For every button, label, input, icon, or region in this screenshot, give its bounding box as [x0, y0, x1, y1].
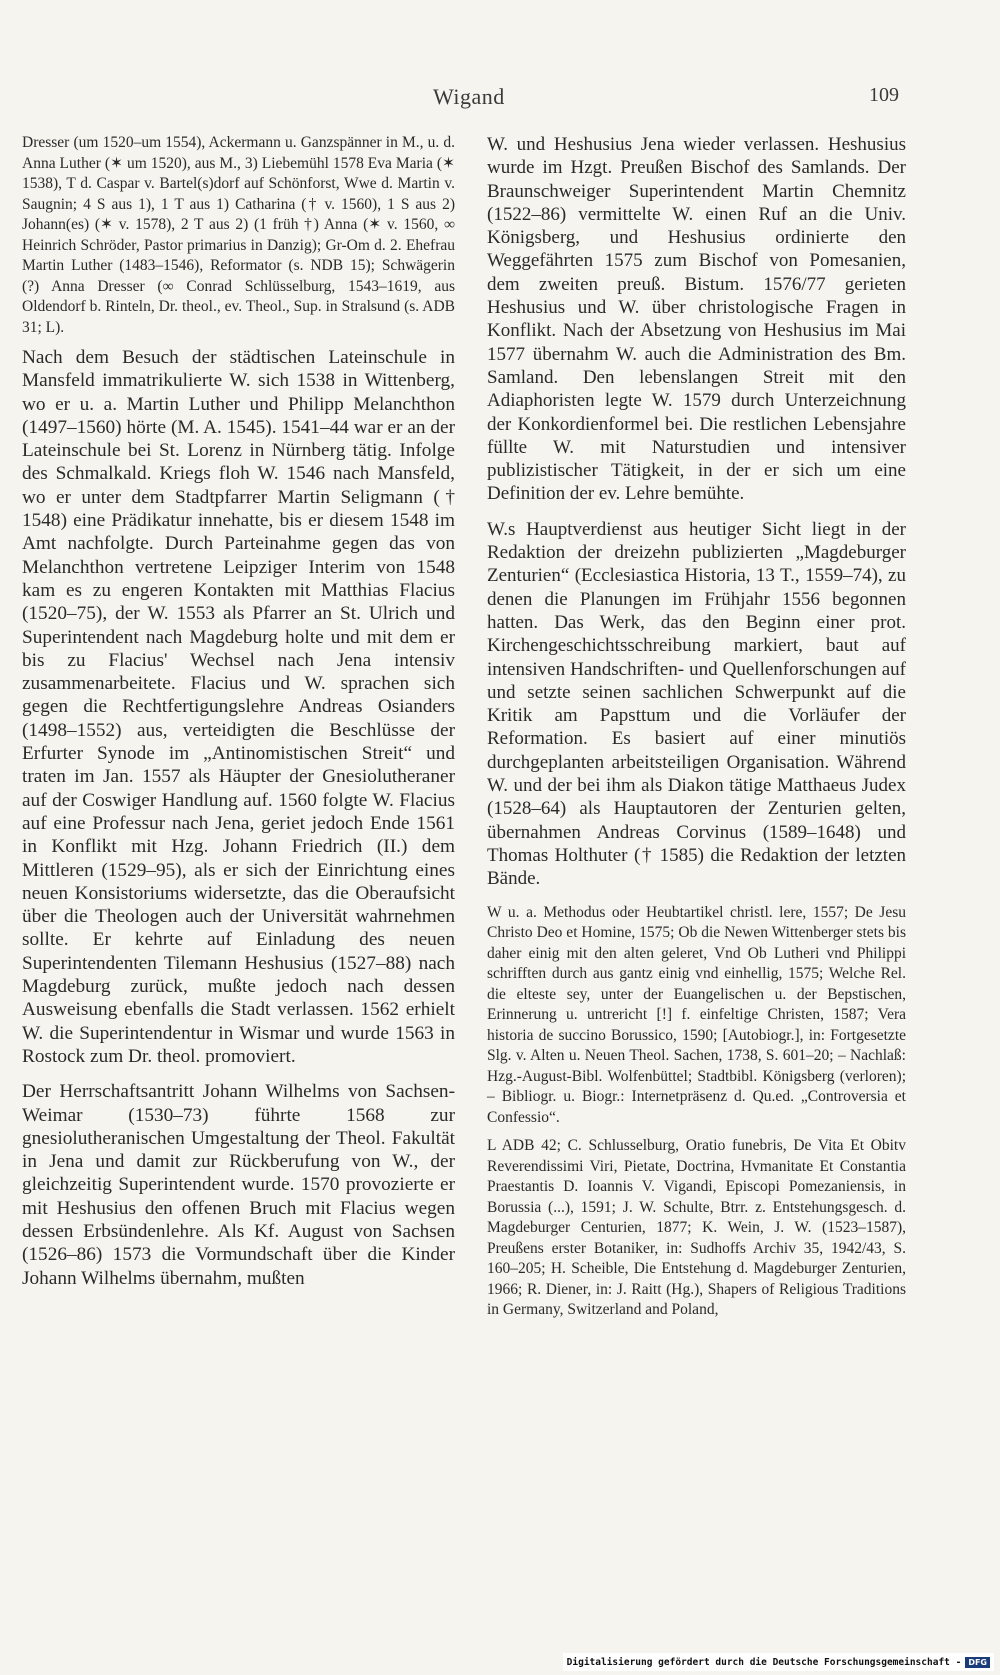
- left-column: [22, 133, 455, 1302]
- right-column: [487, 133, 906, 1329]
- body-paragraph: W. und Heshusius Jena wieder verlassen. Heshusius wurde im Hzgt. Preußen Bischof des Samlands. Der Braunschweiger Superintendent Martin Chemnitz (1522–86) vermittelte W. einen Ruf an die Univ. Königsberg, und Heshusius ordinierte den Weggefährten 1575 zum Bischof von Pomesanien, dem zweiten preuß. Bistum. 1576/77 gerieten Heshusius und W. über christologische Fragen in Konflikt. Nach der Absetzung von Heshusius im Mai 1577 übernahm W. auch die Administration des Bm. Samland. Den lebenslangen Streit mit den Adiaphoristen legte W. 1579 durch Unterzeichnung der Konkordienformel bei. Die restlichen Lebensjahre füllte W. mit Naturstudien und intensiver publizistischer Tätigkeit, in der er sich um eine Definition der ev. Lehre bemühte.: [487, 134, 906, 505]
- page-title: Wigand: [433, 84, 505, 109]
- body-paragraph: Nach dem Besuch der städtischen Lateinschule in Mansfeld immatrikulierte W. sich 1538 in Wittenberg, wo er u. a. Martin Luther und Philipp Melanchthon (1497–1560) hörte (M. A. 1545). 1541–44 war er an der Lateinschule bei St. Lorenz in Nürnberg tätig. Infolge des Schmalkald. Kriegs floh W. 1546 nach Mansfeld, wo er unter dem Stadtpfarrer Martin Seligmann († 1548) eine Prädikatur innehatte, bis er diesem 1548 im Amt nachfolgte. Durch Parteinahme gegen das von Melanchthon vertretene Leipziger Interim von 1548 kam es zu engeren Kontakten mit Matthias Flacius (1520–75), der W. 1553 als Pfarrer an St. Ulrich und Superintendent nach Magdeburg holte und mit dem er bis zu Flacius' Wechsel nach Jena intensiv zusammenarbeitete. Flacius und W. sprachen sich gegen die Rechtfertigungslehre Andreas Osianders (1498–1552) aus, verteidigten die Beschlüsse der Erfurter Synode im „Antinomistischen Streit“ und traten im Jan. 1557 als Häupter der Gnesiolutheraner auf der Coswiger Handlung auf. 1560 folgte W. Flacius auf eine Professur nach Jena, geriet jedoch Ende 1561 in Konflikt mit Hzg. Johann Friedrich (II.) dem Mittleren (1529–95), als er sich der Einrichtung eines neuen Konsistoriums widersetzte, das die Oberaufsicht über die Theologen auch der Universität wahrnehmen sollte. Er kehrte auf Einladung des neuen Superintendenten Tilemann Heshusius (1527–88) nach Magdeburg zurück, mußte jedoch nach dessen Ausweisung ebenfalls die Stadt verlassen. 1562 erhielt W. die Superintendentur in Wismar und wurde 1563 in Rostock zum Dr. theol. promoviert.: [22, 347, 455, 1067]
- genealogy-paragraph: Dresser (um 1520–um 1554), Ackermann u. Ganzspänner in M., u. d. Anna Luther (✶ um 1520), aus M., 3) Liebemühl 1578 Eva Maria (✶ 1538), T d. Caspar v. Bartel(s)dorf auf Schönforst, Wwe d. Martin v. Saugnin; 4 S aus 1), 1 T aus 1) Catharina († v. 1560), 1 S aus 2) Johann(es) (✶ v. 1578), 2 T aus 2) (1 früh †) Anna (✶ v. 1560, ∞ Heinrich Schröder, Pastor primarius in Danzig); Gr-Om d. 2. Ehefrau Martin Luther (1483–1546), Reformator (s. NDB 15); Schwägerin (?) Anna Dresser (∞ Conrad Schlüsselburg, 1543–1619, aus Oldendorf b. Rinteln, Dr. theol., ev. Theol., Sup. in Stralsund (s. ADB 31; L).: [22, 134, 455, 336]
- works-paragraph: W u. a. Methodus oder Heubtartikel christl. lere, 1557; De Jesu Christo Deo et Homine, 1575; Ob die Newen Wittenberger stets bis daher einig mit den alten geleret, Vnd Ob Lutheri vnd Philippi schrifften durch aus gantz einig vnd einhellig, 1575; Welche Rel. die elteste sey, unter der Euangelischen u. der Bepstischen, Erinnerung u. untrericht [!] f. einfeltige Christen, 1587; Vera historia de succino Borussico, 1590; [Autobiogr.], in: Fortgesetzte Slg. v. Alten u. Neuen Theol. Sachen, 1738, S. 601–20; – Nachlaß: Hzg.-August-Bibl. Wolfenbüttel; Stadtbibl. Königsberg (verloren); – Bibliogr. u. Biogr.: Internetpräsenz d. Qu.ed. „Controversia et Confessio“.: [487, 903, 906, 1126]
- body-paragraph: Der Herrschaftsantritt Johann Wilhelms von Sachsen-Weimar (1530–73) führte 1568 zur gnesiolutheranischen Umgestaltung der Theol. Fakultät in Jena und damit zur Rückberufung von W., der gleichzeitig Superintendent wurde. 1570 provozierte er mit Heshusius den offenen Bruch mit Flacius wegen dessen Erbsündenlehre. Als Kf. August von Sachsen (1526–86) 1573 die Vormundschaft über die Kinder Johann Wilhelms übernahm, mußten: [22, 1081, 455, 1289]
- page-number: 109: [869, 84, 899, 106]
- digitization-footer: [563, 1653, 994, 1671]
- footer-text: Digitalisierung gefördert durch die Deutsche Forschungsgemeinschaft -: [566, 1656, 962, 1668]
- literature-paragraph: L ADB 42; C. Schlusselburg, Oratio funebris, De Vita Et Obitv Reverendissimi Viri, Pietate, Doctrina, Hvmanitate Et Constantia Praestantis D. Ioannis V. Vigandi, Episcopi Pomezaniensis, in Borussia (...), 1591; J. W. Schulte, Btrr. z. Entstehungsgesch. d. Magdeburger Centurien, 1877; K. Wein, J. W. (1523–1587), Preußens erster Botaniker, in: Sudhoffs Archiv 35, 1942/43, S. 160–205; H. Scheible, Die Entstehung d. Magdeburger Zenturien, 1966; R. Diener, in: J. Raitt (Hg.), Shapers of Religious Traditions in Germany, Switzerland and Poland,: [487, 1137, 906, 1318]
- running-head: [0, 84, 1000, 114]
- dfg-logo: DFG: [965, 1657, 990, 1668]
- body-paragraph: W.s Hauptverdienst aus heutiger Sicht liegt in der Redaktion der dreizehn publizierten „Magdeburger Zenturien“ (Ecclesiastica Historia, 13 T., 1559–74), zu denen die Planungen im Frühjahr 1556 begonnen hatten. Das Werk, das den Beginn einer prot. Kirchengeschichtsschreibung markiert, baut auf intensiven Handschriften- und Quellenforschungen auf und setzte seinen sachlichen Schwerpunkt auf die Kritik am Papsttum und die Vorläufer der Reformation. Es basiert auf einer minutiös durchgeplanten arbeitsteiligen Organisation. Während W. und der bei ihm als Diakon tätige Matthaeus Judex (1528–64) als Hauptautoren der Zenturien gelten, übernahmen Andreas Corvinus (1589–1648) und Thomas Holthuter († 1585) die Redaktion der letzten Bände.: [487, 518, 906, 890]
